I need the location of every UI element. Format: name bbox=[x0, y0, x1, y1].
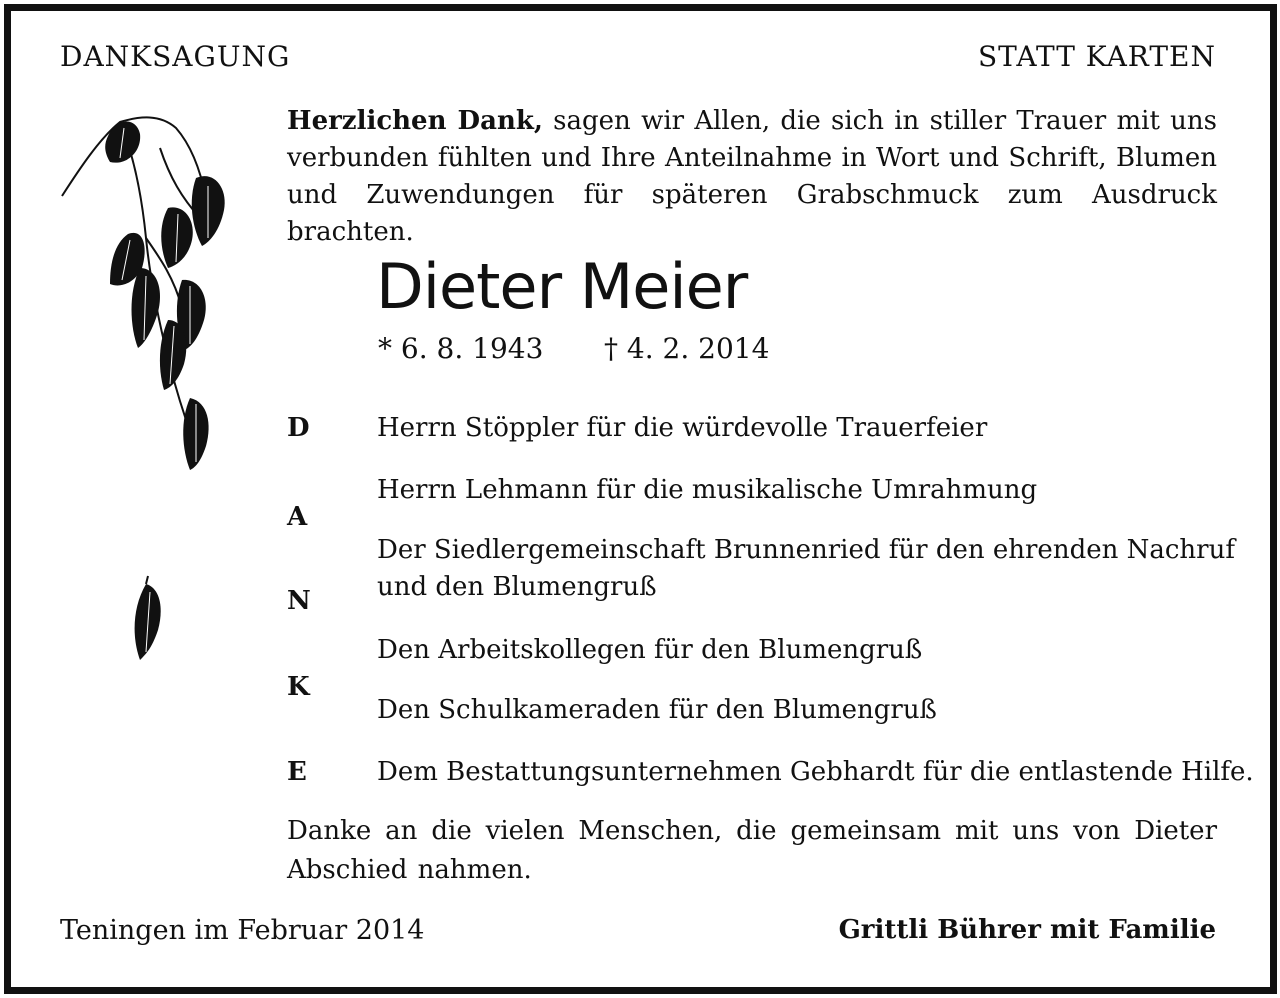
closing-paragraph: Danke an die vielen Menschen, die gemeinsam mit uns von Dieter Abschied nahmen. bbox=[287, 816, 1217, 885]
acrostic-letter-n: N bbox=[287, 586, 311, 616]
thanks-line: Den Arbeitskollegen für den Blumengruß bbox=[377, 635, 923, 665]
acrostic-letter-k: K bbox=[287, 672, 310, 702]
thanks-line: Den Schulkameraden für den Blumengruß bbox=[377, 695, 937, 725]
thanks-line: Herrn Stöppler für die würdevolle Trauerfeier bbox=[377, 413, 988, 443]
deceased-name: Dieter Meier bbox=[376, 250, 748, 323]
birth-date: * 6. 8. 1943 bbox=[378, 332, 544, 365]
place-and-date: Teningen im Februar 2014 bbox=[60, 915, 425, 946]
thanks-line: Herrn Lehmann für die musikalische Umrahmung bbox=[377, 475, 1038, 505]
thanks-line: Der Siedlergemeinschaft Brunnenried für den ehrenden Nachruf bbox=[377, 535, 1235, 565]
intro-text: sagen wir Allen, die sich in stiller Trauer mit uns verbunden fühlten und Ihre Anteilnahme in Wort und Schrift, Blumen und Zuwendungen für späteren Grabschmuck zum Ausdruck brachten. bbox=[287, 106, 1217, 247]
thanks-line: Dem Bestattungsunternehmen Gebhardt für die entlastende Hilfe. bbox=[377, 757, 1254, 787]
acrostic-letter-e: E bbox=[287, 757, 307, 787]
intro-bold: Herzlichen Dank, bbox=[287, 106, 543, 136]
acrostic-letter-d: D bbox=[287, 413, 310, 443]
header-danksagung: DANKSAGUNG bbox=[60, 40, 291, 73]
death-date: † 4. 2. 2014 bbox=[604, 332, 770, 365]
thanks-line: und den Blumengruß bbox=[377, 572, 657, 602]
header-statt-karten: STATT KARTEN bbox=[978, 40, 1216, 73]
birch-branch-icon bbox=[50, 108, 250, 668]
signature: Grittli Bührer mit Familie bbox=[838, 915, 1216, 945]
acrostic-letter-a: A bbox=[287, 502, 308, 532]
intro-paragraph bbox=[287, 103, 1217, 251]
